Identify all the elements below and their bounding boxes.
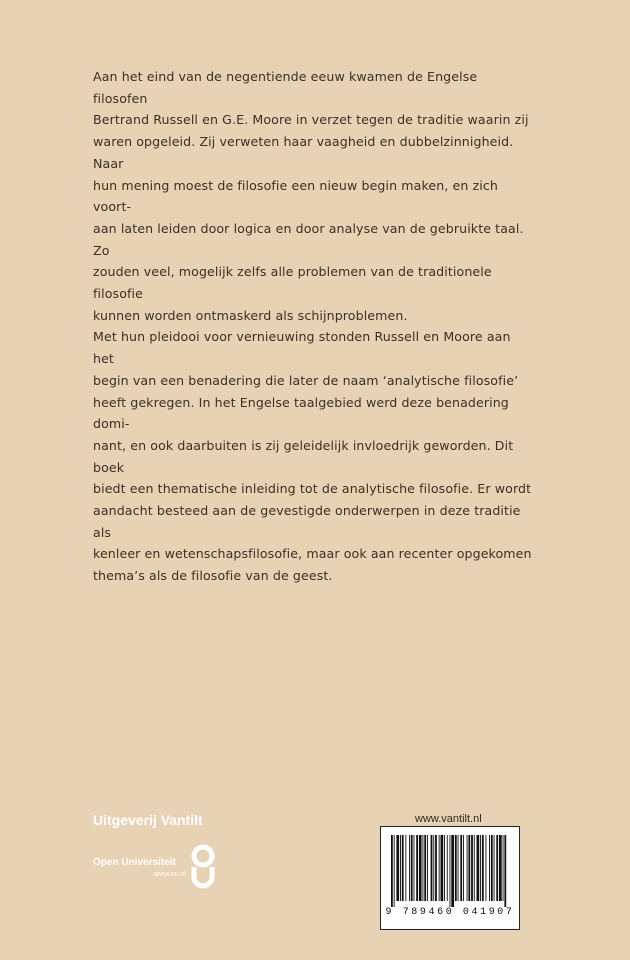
barcode-bar (424, 835, 426, 901)
barcode-bar (460, 835, 462, 901)
isbn-barcode (380, 826, 520, 930)
barcode-bar (441, 835, 444, 901)
barcode-bar (451, 835, 454, 907)
barcode-bar (496, 835, 498, 901)
barcode-bar (486, 835, 487, 901)
barcode-bar (458, 835, 459, 901)
barcode-bar (423, 835, 424, 901)
partner-name: Open Universiteit (93, 857, 176, 868)
barcode-bar (474, 835, 475, 901)
barcode-bar (447, 835, 448, 901)
barcode-bar (396, 835, 399, 901)
barcode-bar (411, 835, 413, 901)
blurb-paragraph-1: Aan het eind van de negentiende eeuw kwamen de Engelse filosofen Bertrand Russell en G.E. Moore in verzet tegen de traditie waarin zij waren opgeleid. Zij verweten haar vaagheid en dubbelzinnigheid. Naar hun mening moest de filosofie een nieuw begin maken, en zich voort- aan laten leiden door logica en door analyse van de gebruikte taal. Zo zouden veel, mogelijk zelfs alle problemen van de traditionele filosofie kunnen worden ontmaskerd als schijnproblemen. (93, 69, 529, 323)
barcode-bar (394, 835, 395, 907)
ou-emblem-icon (190, 843, 216, 889)
barcode-bar (419, 835, 422, 901)
barcode-bar (491, 835, 493, 901)
barcode-bar (467, 835, 468, 901)
barcode-bar (402, 835, 404, 901)
barcode-bar (391, 835, 393, 907)
back-cover-blurb (93, 66, 533, 587)
publisher-name: Uitgeverij Vantilt (93, 812, 203, 828)
barcode-bar (471, 835, 473, 901)
barcode-bar (414, 835, 415, 901)
barcode-bar (427, 835, 428, 901)
barcode-bar (444, 835, 445, 901)
barcode-bar (499, 835, 502, 901)
barcode-bar (504, 835, 506, 907)
barcode-bar (455, 835, 457, 901)
barcode-bar (468, 835, 470, 901)
partner-url: www.ou.nl (154, 871, 186, 878)
barcode-bar (463, 835, 464, 901)
barcode-bar (405, 835, 406, 901)
barcode-bar (494, 835, 495, 901)
barcode-bar (503, 835, 504, 901)
publisher-website: www.vantilt.nl (415, 813, 482, 825)
barcode-bars (391, 835, 509, 907)
barcode-bar (482, 835, 484, 901)
barcode-bar (489, 835, 490, 901)
barcode-bar (400, 835, 401, 901)
barcode-bar (433, 835, 434, 901)
barcode-bar (416, 835, 418, 901)
isbn-number: 9 789460 041907 (385, 907, 515, 918)
barcode-bar (431, 835, 433, 901)
barcode-bar (450, 835, 451, 907)
barcode-bar (435, 835, 437, 901)
barcode-bar (409, 835, 410, 901)
barcode-bar (439, 835, 440, 901)
open-universiteit-logo (93, 843, 233, 889)
blurb-paragraph-2: Met hun pleidooi voor vernieuwing stonden Russell en Moore aan het begin van een benadering die later de naam ‘analytische filosofie’ heeft gekregen. In het Engelse taalgebied werd deze benadering domi- nant, en ook daarbuiten is zij geleidelijk invloedrijk geworden. Dit boek biedt een thematische inleiding tot de analytische filosofie. Er wordt aandacht besteed aan de gevestigde onderwerpen in deze traditie als kenleer en wetenschapsfilosofie, maar ook aan recenter opgekomen thema’s als de filosofie van de geest. (93, 329, 532, 584)
barcode-bar (477, 835, 480, 901)
barcode-bar (480, 835, 481, 901)
